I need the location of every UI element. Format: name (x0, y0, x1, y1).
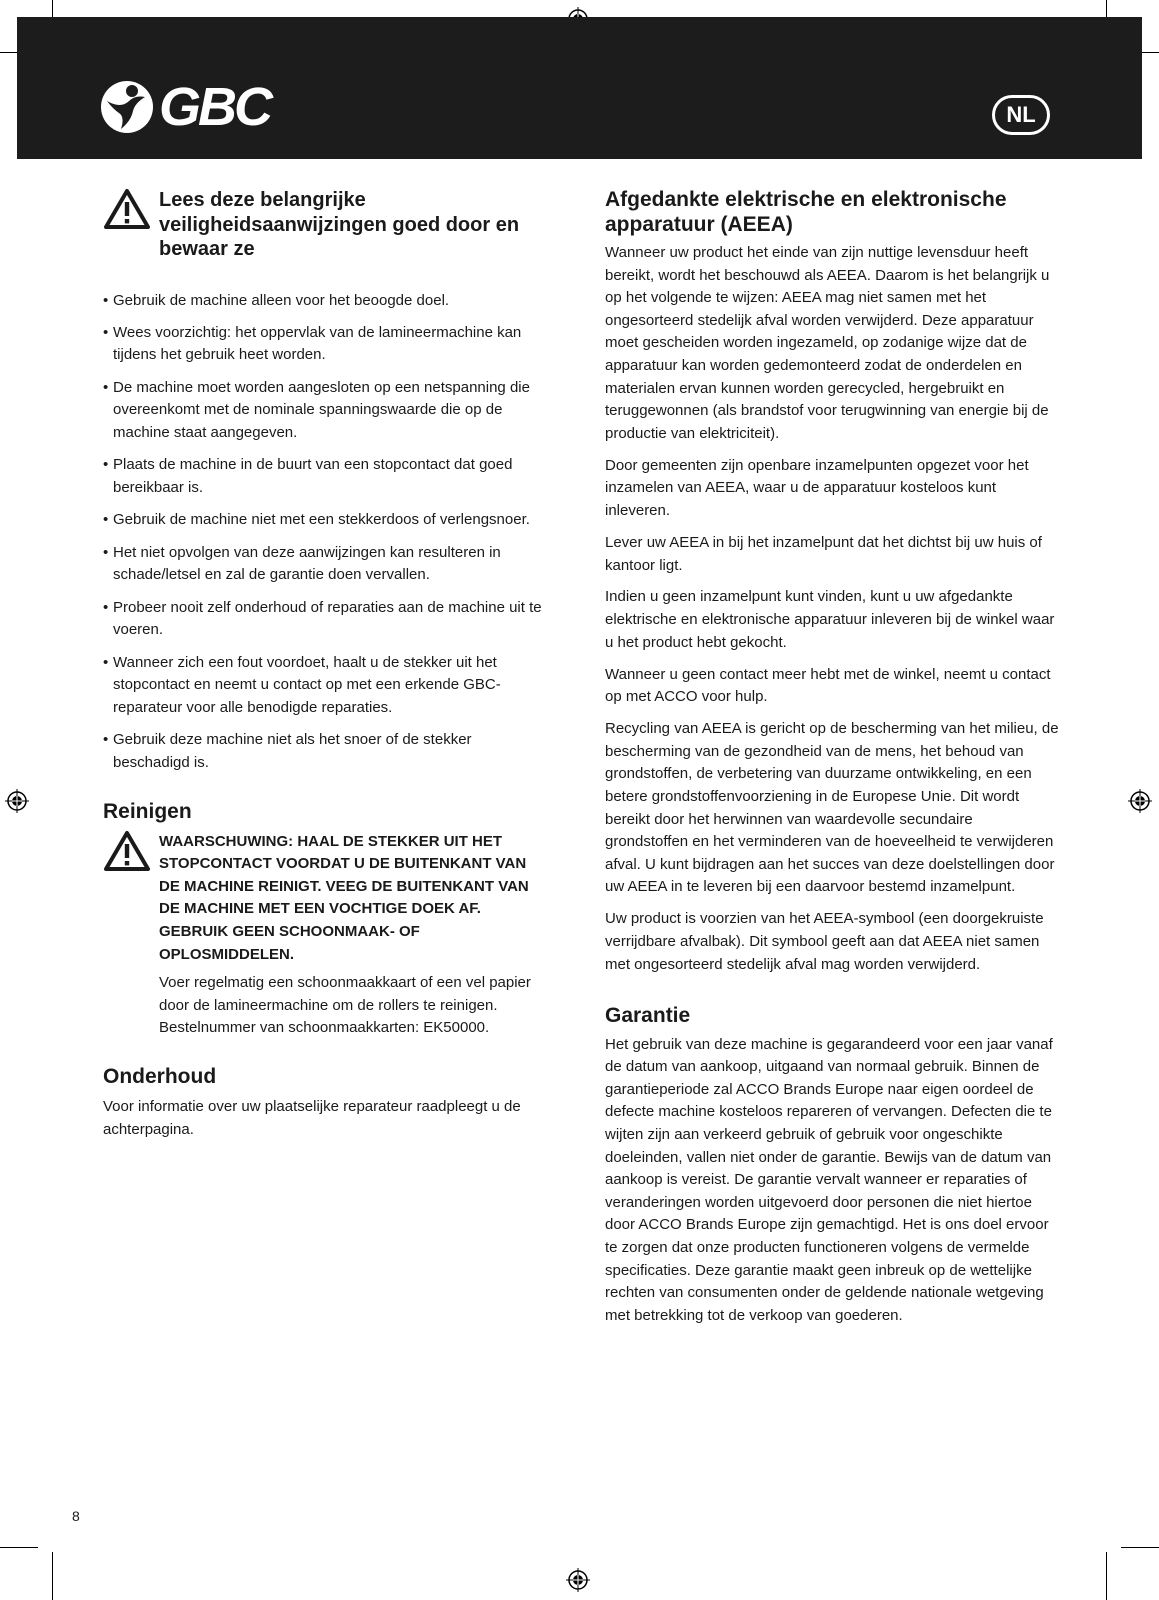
safety-bullet-list (103, 290, 548, 775)
registration-mark-icon (566, 1568, 590, 1592)
list-item: • Wanneer zich een fout voordoet, haalt u de stekker uit het stopcontact en neemt u contact op met een erkende GBC-reparateur voor alle benodigde reparaties. (103, 652, 548, 720)
aeea-heading: Afgedankte elektrische en elektronische apparatuur (AEEA) (605, 188, 1007, 236)
aeea-paragraph: Lever uw AEEA in bij het inzamelpunt dat het dichtst bij uw huis of kantoor ligt. (605, 533, 1042, 574)
aeea-paragraph: Recycling van AEEA is gericht op de bescherming van het milieu, de bescherming van de gezondheid van de mens, het behoud van grondstoffen, de verbetering van duurzame ontwikkeling, en een betere grondstoffenvoorziening in de Europese Unie. Dit wordt bereikt door het herwinnen van waardevolle secundaire grondstoffen en het verminderen van de hoeveelheid te verwijderen afval. U kunt bijdragen aan het succes van deze doelstellingen door uw AEEA in te leveren bij een daarvoor bestemd inzamelpunt. (605, 720, 1059, 896)
reinigen-body: Voer regelmatig een schoonmaakkaart of een vel papier door de lamineermachine om de rollers te reinigen. Bestelnummer van schoonmaakkarten: EK50000. (159, 974, 531, 1037)
aeea-paragraph: Indien u geen inzamelpunt kunt vinden, kunt u uw afgedankte elektrische en elektronische apparatuur inleveren bij de winkel waar u het product hebt gekocht. (605, 588, 1055, 651)
aeea-paragraph: Wanneer u geen contact meer hebt met de winkel, neemt u contact op met ACCO voor hulp. (605, 665, 1051, 706)
safety-title-block (103, 188, 548, 262)
list-item: • Gebruik de machine niet met een stekkerdoos of verlengsnoer. (103, 509, 548, 532)
header-bar (17, 17, 1142, 159)
list-item: • Probeer nooit zelf onderhoud of reparaties aan de machine uit te voeren. (103, 597, 548, 642)
list-item: • Het niet opvolgen van deze aanwijzingen kan resulteren in schade/letsel en zal de garantie doen vervallen. (103, 542, 548, 587)
aeea-paragraph: Door gemeenten zijn openbare inzamelpunten opgezet voor het inzamelen van AEEA, waar u de apparatuur kosteloos kunt inleveren. (605, 456, 1029, 519)
list-item: • De machine moet worden aangesloten op een netspanning die overeenkomt met de nominale spanningswaarde die op de machine staat aangegeven. (103, 377, 548, 445)
list-item: • Gebruik de machine alleen voor het beoogde doel. (103, 290, 548, 313)
left-column (103, 188, 548, 1141)
registration-mark-icon (5, 789, 29, 813)
gbc-logo (99, 79, 270, 135)
garantie-body: Het gebruik van deze machine is gegarandeerd voor een jaar vanaf de datum van aankoop, uitgaand van normaal gebruik. Binnen de garantieperiode zal ACCO Brands Europe naar eigen oordeel de defecte machine kosteloos repareren of vervangen. Defecten die te wijten zijn aan verkeerd gebruik of gebruik voor ongeschikte doeleinden, vallen niet onder de garantie. Bewijs van de datum van aankoop is vereist. De garantie vervalt wanneer er reparaties of veranderingen worden uitgevoerd door personen die niet hiertoe door ACCO Brands Europe zijn gemachtigd. Het is ons doel ervoor te zorgen dat onze producten functioneren volgens de vermelde specificaties. Deze garantie maakt geen inbreuk op de wettelijke rechten van consumenten onder de geldende nationale wetgeving met betrekking tot de verkoop van goederen. (605, 1035, 1053, 1324)
onderhoud-heading: Onderhoud (103, 1064, 217, 1088)
list-item: • Plaats de machine in de buurt van een stopcontact dat goed bereikbaar is. (103, 454, 548, 499)
garantie-heading: Garantie (605, 1004, 691, 1028)
onderhoud-body: Voor informatie over uw plaatselijke reparateur raadpleegt u de achterpagina. (103, 1097, 521, 1138)
crop-mark (1121, 1547, 1159, 1548)
reinigen-warning-text: WAARSCHUWING: HAAL DE STEKKER UIT HET STOPCONTACT VOORDAT U DE BUITENKANT VAN DE MACHINE REINIGT. VEEG DE BUITENKANT VAN DE MACHINE MET EEN VOCHTIGE DOEK AF. GEBRUIK GEEN SCHOONMAAK- OF OPLOSMIDDELEN. (159, 832, 529, 963)
reinigen-warning-block (103, 831, 548, 1040)
right-column (605, 188, 1060, 1327)
aeea-paragraph: Wanneer uw product het einde van zijn nuttige levensduur heeft bereikt, wordt het beschouwd als AEEA. Daarom is het belangrijk u op het volgende te wijzen: AEEA mag niet samen met het ongesorteerd stedelijk afval worden verwijderd. Deze apparatuur moet gescheiden worden ingezameld, op zodanige wijze dat de apparatuur kan worden gedemonteerd zodat de onderdelen en materialen ervan kunnen worden gerecycled, hergebruikt en teruggewonnen (als brandstof voor terugwinning van energie bij de productie van elektriciteit). (605, 244, 1050, 442)
reinigen-heading: Reinigen (103, 799, 192, 823)
list-item: • Gebruik deze machine niet als het snoer of de stekker beschadigd is. (103, 729, 548, 774)
warning-triangle-icon (103, 830, 151, 872)
warning-triangle-icon (103, 188, 151, 230)
registration-mark-icon (1128, 789, 1152, 813)
page-number: 8 (72, 1508, 80, 1524)
gbc-figure-icon (99, 79, 155, 135)
safety-title: Lees deze belangrijke veiligheidsaanwijzingen goed door en bewaar ze (159, 189, 520, 260)
language-badge: NL (992, 95, 1050, 135)
crop-mark (52, 1552, 53, 1600)
brand-name: GBC (159, 77, 270, 137)
crop-mark (0, 1547, 38, 1548)
aeea-paragraph: Uw product is voorzien van het AEEA-symbool (een doorgekruiste verrijdbare afvalbak). Dit symbool geeft aan dat AEEA niet samen met ongesorteerd stedelijk afval mag worden verwijderd. (605, 910, 1044, 973)
crop-mark (1106, 1552, 1107, 1600)
list-item: • Wees voorzichtig: het oppervlak van de lamineermachine kan tijdens het gebruik heet worden. (103, 322, 548, 367)
